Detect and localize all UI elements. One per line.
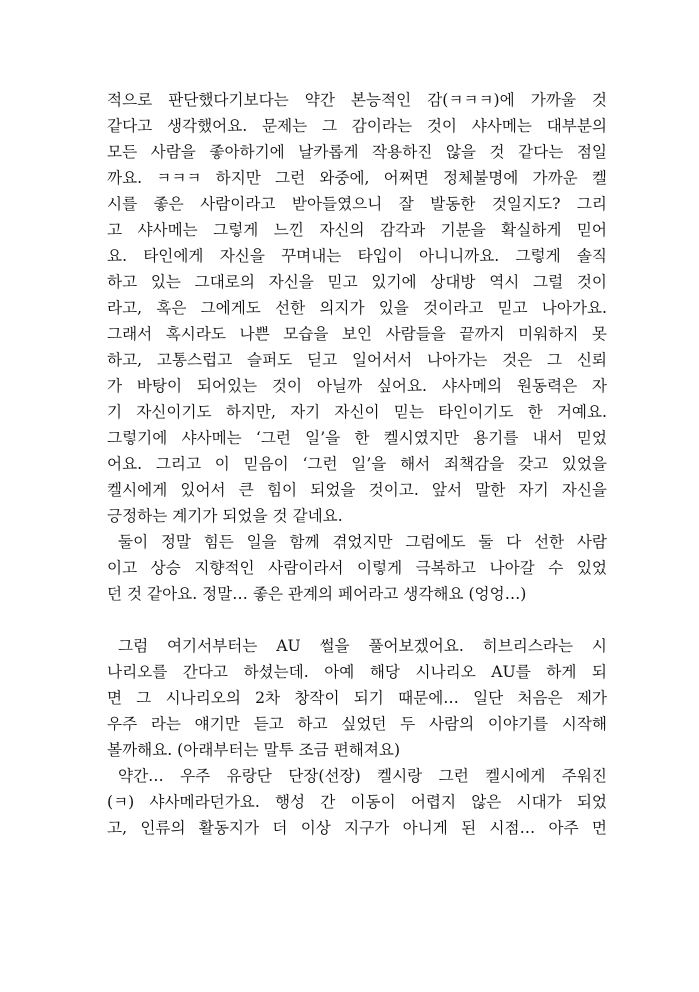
- text-line: 까요. ㅋㅋㅋ 하지만 그런 와중에, 어쩌면 정체불명에 가까운 켈: [107, 169, 607, 187]
- text-line: 고, 인류의 활동지가 더 이상 지구가 아니게 된 시점… 아주 먼: [107, 819, 607, 837]
- text-line: 그럼 여기서부터는 AU 썰을 풀어보겠어요. 히브리스라는 시: [118, 637, 607, 655]
- text-line: 둘이 정말 힘든 일을 함께 겪었지만 그럼에도 둘 다 선한 사람: [118, 533, 607, 551]
- text-line: 어요. 그리고 이 믿음이 ‘그런 일’을 해서 죄책감을 갖고 있었을: [107, 455, 607, 473]
- text-line: 기 자신이기도 하지만, 자기 자신이 믿는 타인이기도 한 거예요.: [107, 403, 607, 421]
- text-line: 약간… 우주 유랑단 단장(선장) 켈시랑 그런 켈시에게 주워진: [118, 767, 607, 785]
- text-line: 나리오를 간다고 하셨는데. 아예 해당 시나리오 AU를 하게 되: [107, 663, 607, 681]
- text-line: 모든 사람을 좋아하기에 날카롭게 작용하진 않을 것 같다는 점일: [107, 143, 607, 161]
- text-line: 하고 있는 그대로의 자신을 믿고 있기에 상대방 역시 그럴 것이: [107, 273, 607, 291]
- text-line: 같다고 생각했어요. 문제는 그 감이라는 것이 샤사메는 대부분의: [107, 117, 607, 135]
- text-line: 켈시에게 있어서 큰 힘이 되었을 것이고. 앞서 말한 자기 자신을: [107, 481, 607, 499]
- text-line: 볼까해요. (아래부터는 말투 조금 편해져요): [107, 741, 401, 759]
- text-line: 요. 타인에게 자신을 꾸며내는 타입이 아니니까요. 그렇게 솔직: [107, 247, 607, 265]
- text-line: 그래서 혹시라도 나쁜 모습을 보인 사람들을 끝까지 미워하지 못: [107, 325, 607, 343]
- text-line: 던 것 같아요. 정말… 좋은 관계의 페어라고 생각해요 (엉엉…): [107, 585, 527, 603]
- text-line: 시를 좋은 사람이라고 받아들였으니 잘 발동한 것일지도? 그리: [107, 195, 607, 213]
- text-line: 면 그 시나리오의 2차 창작이 되기 때문에… 일단 처음은 제가: [107, 689, 607, 707]
- text-line: (ㅋ) 샤사메라던가요. 행성 간 이동이 어렵지 않은 시대가 되었: [107, 793, 607, 811]
- text-line: 가 바탕이 되어있는 것이 아닐까 싶어요. 샤사메의 원동력은 자: [107, 377, 607, 395]
- text-line: 라고, 혹은 그에게도 선한 의지가 있을 것이라고 믿고 나아가요.: [107, 299, 607, 317]
- text-line: 고 샤사메는 그렇게 느낀 자신의 감각과 기분을 확실하게 믿어: [107, 221, 607, 239]
- text-line: 긍정하는 계기가 되었을 것 같네요.: [107, 507, 343, 525]
- text-line: 그렇기에 샤사메는 ‘그런 일’을 한 켈시였지만 용기를 내서 믿었: [107, 429, 607, 447]
- text-line: 하고, 고통스럽고 슬퍼도 딛고 일어서서 나아가는 것은 그 신뢰: [107, 351, 607, 369]
- text-line: 이고 상승 지향적인 사람이라서 이렇게 극복하고 나아갈 수 있었: [107, 559, 607, 577]
- text-line: 우주 라는 얘기만 듣고 하고 싶었던 두 사람의 이야기를 시작해: [107, 715, 607, 733]
- text-line: 적으로 판단했다기보다는 약간 본능적인 감(ㅋㅋㅋ)에 가까울 것: [107, 91, 607, 109]
